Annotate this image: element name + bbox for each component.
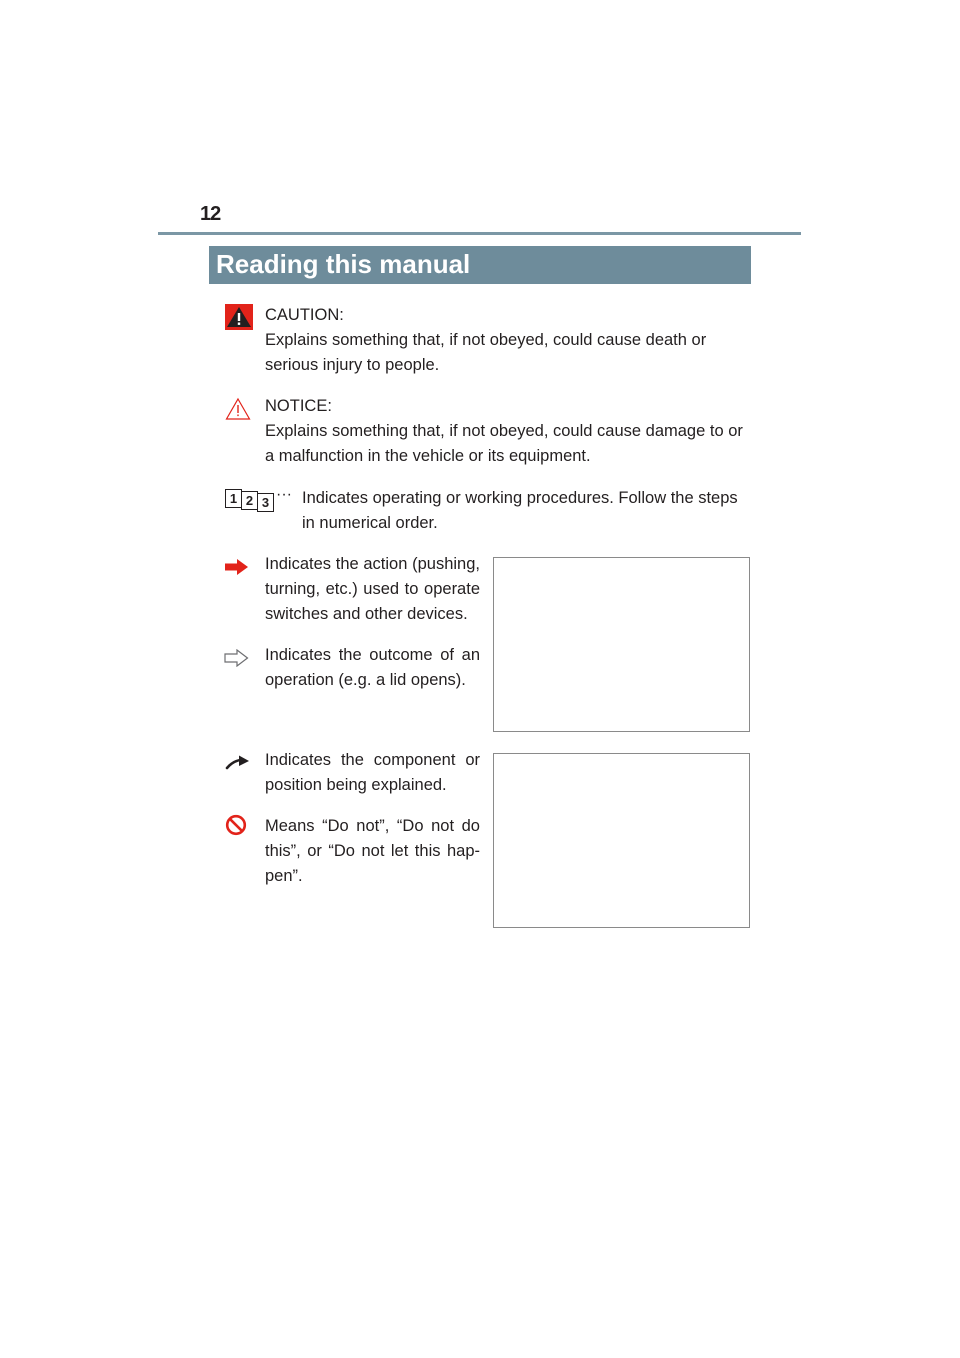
component-entry <box>265 748 480 798</box>
caution-entry <box>265 303 750 378</box>
steps-separator: ··· <box>276 486 292 503</box>
notice-label: NOTICE: <box>265 397 332 415</box>
outcome-description: Indicates the outcome of an operation (e.g. a lid opens). <box>265 646 480 689</box>
numbered-steps-icon <box>225 489 277 511</box>
step-number-box: 2 <box>241 491 258 510</box>
red-arrow-icon <box>225 559 249 575</box>
prohibited-icon <box>225 814 247 836</box>
outline-arrow-icon <box>224 649 249 667</box>
outcome-entry <box>265 643 480 693</box>
header-rule <box>158 232 801 235</box>
page-title: Reading this manual <box>216 249 471 279</box>
notice-description: Explains something that, if not obeyed, could cause damage to or a malfunction in the vehicle or its equipment. <box>265 422 743 465</box>
caution-warning-triangle-icon <box>225 304 253 330</box>
section-title-bar <box>209 246 751 284</box>
prohibited-entry <box>265 814 480 889</box>
steps-entry <box>302 486 750 536</box>
prohibited-description: Means “Do not”, “Do not do this”, or “Do not let this hap-pen”. <box>265 817 480 885</box>
action-description: Indicates the action (pushing, turning, etc.) used to operate switches and other devices. <box>265 555 480 623</box>
notice-outline-triangle-icon <box>225 397 251 421</box>
action-entry <box>265 552 480 627</box>
illustration-frame-top <box>493 557 750 732</box>
component-description: Indicates the component or position being explained. <box>265 751 480 794</box>
pointer-arrow-icon <box>225 754 250 770</box>
caution-description: Explains something that, if not obeyed, could cause death or serious injury to people. <box>265 331 707 374</box>
illustration-frame-bottom <box>493 753 750 928</box>
step-number-box: 1 <box>225 489 242 508</box>
page-number: 12 <box>200 203 221 225</box>
steps-description: Indicates operating or working procedures. Follow the steps in numerical order. <box>302 489 738 532</box>
step-number-box: 3 <box>257 493 274 512</box>
caution-label: CAUTION: <box>265 306 344 324</box>
notice-entry <box>265 394 750 469</box>
